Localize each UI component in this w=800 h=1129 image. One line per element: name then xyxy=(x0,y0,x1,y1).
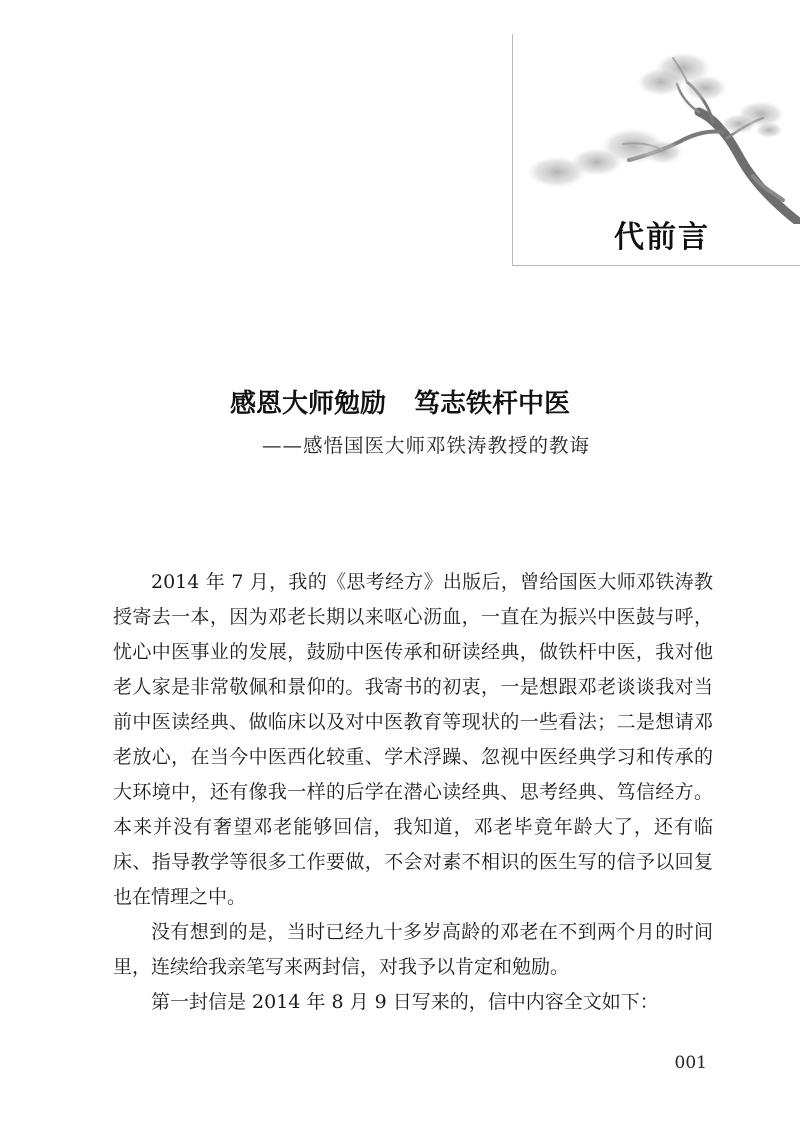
section-header-box xyxy=(512,34,800,266)
section-label: 代前言 xyxy=(614,220,710,255)
page-number: 001 xyxy=(674,1053,707,1073)
paragraph: 没有想到的是，当时已经九十多岁高龄的邓老在不到两个月的时间里，连续给我亲笔写来两封信，对我予以肯定和勉励。 xyxy=(113,921,713,978)
body-text xyxy=(113,565,713,1020)
title-part-2: 笃志铁杆中医 xyxy=(414,389,571,419)
page-title xyxy=(0,383,800,420)
page-subtitle: ——感悟国医大师邓铁涛教授的教诲 xyxy=(262,434,591,457)
title-part-1: 感恩大师勉励 xyxy=(229,389,386,419)
pine-branch-icon xyxy=(513,34,800,224)
paragraph: 2014 年 7 月，我的《思考经方》出版后，曾给国医大师邓铁涛教授寄去一本，因为邓老长期以来呕心沥血，一直在为振兴中医鼓与呼，忧心中医事业的发展，鼓励中医传承和研读经典，做铁杆中医，我对他老人家是非常敬佩和景仰的。我寄书的初衷，一是想跟邓老谈谈我对当前中医读经典、做临床以及对中医教育等现状的一些看法；二是想请邓老放心，在当今中医西化较重、学术浮躁、忽视中医经典学习和传承的大环境中，还有像我一样的后学在潜心读经典、思考经典、笃信经方。本来并没有奢望邓老能够回信，我知道，邓老毕竟年龄大了，还有临床、指导教学等很多工作要做，不会对素不相识的医生写的信予以回复也在情理之中。 xyxy=(113,571,713,908)
paragraph: 第一封信是 2014 年 8 月 9 日写来的，信中内容全文如下： xyxy=(151,991,659,1013)
